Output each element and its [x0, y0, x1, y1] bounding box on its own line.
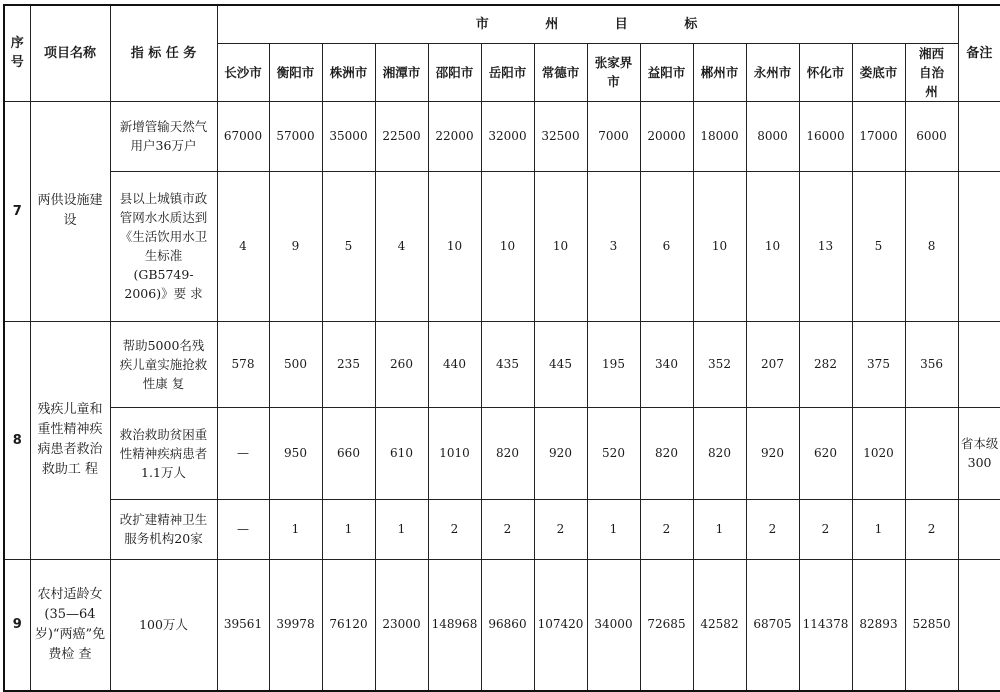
value-cell: 1010: [428, 407, 481, 499]
value-cell: 35000: [322, 101, 375, 171]
value-cell: 8000: [746, 101, 799, 171]
header-city: 娄底市: [852, 43, 905, 101]
table-row: [4, 101, 1000, 171]
target-table: [3, 4, 1000, 692]
table-row: [4, 407, 1000, 499]
header-city: 邵阳市: [428, 43, 481, 101]
value-cell: 2: [534, 499, 587, 559]
value-cell: 16000: [799, 101, 852, 171]
value-cell: 52850: [905, 559, 958, 691]
value-cell: 4: [217, 171, 269, 321]
value-cell: 445: [534, 321, 587, 407]
value-cell: 17000: [852, 101, 905, 171]
value-cell: 352: [693, 321, 746, 407]
header-city: 张家界市: [587, 43, 640, 101]
value-cell: 2: [905, 499, 958, 559]
value-cell: 10: [481, 171, 534, 321]
header-row-1: [4, 5, 1000, 43]
header-city-group: 市 州 目 标: [217, 5, 958, 43]
header-task: 指 标 任 务: [110, 5, 217, 101]
value-cell: 9: [269, 171, 322, 321]
value-cell: 1: [693, 499, 746, 559]
header-city: 衡阳市: [269, 43, 322, 101]
value-cell: [905, 407, 958, 499]
project-cell: 农村适龄女(35—64岁)“两癌”免费检 查: [30, 559, 110, 691]
value-cell: 1: [375, 499, 428, 559]
value-cell: 820: [640, 407, 693, 499]
value-cell: 820: [481, 407, 534, 499]
value-cell: 435: [481, 321, 534, 407]
value-cell: 1: [269, 499, 322, 559]
value-cell: 23000: [375, 559, 428, 691]
value-cell: 22000: [428, 101, 481, 171]
value-cell: 1: [322, 499, 375, 559]
task-cell: 100万人: [110, 559, 217, 691]
remark-cell: [958, 171, 1000, 321]
value-cell: 660: [322, 407, 375, 499]
task-cell: 帮助5000名残疾儿童实施抢救性康 复: [110, 321, 217, 407]
remark-cell: [958, 559, 1000, 691]
header-city: 长沙市: [217, 43, 269, 101]
remark-cell: 省本级300: [958, 407, 1000, 499]
header-city: 湘西自治州: [905, 43, 958, 101]
task-cell: 救治救助贫困重性精神疾病患者1.1万人: [110, 407, 217, 499]
value-cell: 820: [693, 407, 746, 499]
value-cell: 520: [587, 407, 640, 499]
value-cell: 195: [587, 321, 640, 407]
value-cell: 500: [269, 321, 322, 407]
header-seq: 序号: [4, 5, 30, 101]
value-cell: 8: [905, 171, 958, 321]
value-cell: 114378: [799, 559, 852, 691]
value-cell: 3: [587, 171, 640, 321]
header-city: 岳阳市: [481, 43, 534, 101]
value-cell: 6: [640, 171, 693, 321]
value-cell: 67000: [217, 101, 269, 171]
header-city: 益阳市: [640, 43, 693, 101]
value-cell: 260: [375, 321, 428, 407]
value-cell: 578: [217, 321, 269, 407]
value-cell: 440: [428, 321, 481, 407]
value-cell: 920: [534, 407, 587, 499]
task-cell: 新增管输天然气用户36万户: [110, 101, 217, 171]
value-cell: 39561: [217, 559, 269, 691]
value-cell: 82893: [852, 559, 905, 691]
value-cell: 5: [322, 171, 375, 321]
value-cell: 32500: [534, 101, 587, 171]
remark-cell: [958, 499, 1000, 559]
value-cell: 34000: [587, 559, 640, 691]
value-cell: 57000: [269, 101, 322, 171]
task-cell: 县以上城镇市政管网水水质达到《生活饮用水卫生标准(GB5749-2006)》要 求: [110, 171, 217, 321]
value-cell: —: [217, 407, 269, 499]
value-cell: 1020: [852, 407, 905, 499]
seq-cell: 8: [4, 321, 30, 559]
value-cell: 950: [269, 407, 322, 499]
seq-cell: 9: [4, 559, 30, 691]
value-cell: 39978: [269, 559, 322, 691]
header-city: 郴州市: [693, 43, 746, 101]
header-remark: 备注: [958, 5, 1000, 101]
value-cell: 96860: [481, 559, 534, 691]
value-cell: 340: [640, 321, 693, 407]
value-cell: 920: [746, 407, 799, 499]
value-cell: 42582: [693, 559, 746, 691]
value-cell: 2: [640, 499, 693, 559]
value-cell: 282: [799, 321, 852, 407]
header-city: 怀化市: [799, 43, 852, 101]
value-cell: 5: [852, 171, 905, 321]
value-cell: 2: [746, 499, 799, 559]
value-cell: 207: [746, 321, 799, 407]
table-row: [4, 499, 1000, 559]
value-cell: 107420: [534, 559, 587, 691]
value-cell: 610: [375, 407, 428, 499]
seq-cell: 7: [4, 101, 30, 321]
value-cell: 2: [799, 499, 852, 559]
value-cell: 32000: [481, 101, 534, 171]
value-cell: 2: [428, 499, 481, 559]
value-cell: 356: [905, 321, 958, 407]
value-cell: 235: [322, 321, 375, 407]
value-cell: 375: [852, 321, 905, 407]
header-city: 湘潭市: [375, 43, 428, 101]
value-cell: —: [217, 499, 269, 559]
table-row: [4, 559, 1000, 691]
value-cell: 6000: [905, 101, 958, 171]
header-project: 项目名称: [30, 5, 110, 101]
value-cell: 620: [799, 407, 852, 499]
value-cell: 10: [746, 171, 799, 321]
value-cell: 4: [375, 171, 428, 321]
remark-cell: [958, 321, 1000, 407]
value-cell: 18000: [693, 101, 746, 171]
project-cell: 两供设施建设: [30, 101, 110, 321]
task-cell: 改扩建精神卫生服务机构20家: [110, 499, 217, 559]
value-cell: 7000: [587, 101, 640, 171]
header-city: 常德市: [534, 43, 587, 101]
value-cell: 10: [428, 171, 481, 321]
header-city: 株洲市: [322, 43, 375, 101]
project-cell: 残疾儿童和重性精神疾病患者救治救助工 程: [30, 321, 110, 559]
value-cell: 10: [534, 171, 587, 321]
remark-cell: [958, 101, 1000, 171]
value-cell: 2: [481, 499, 534, 559]
value-cell: 72685: [640, 559, 693, 691]
value-cell: 1: [852, 499, 905, 559]
value-cell: 148968: [428, 559, 481, 691]
value-cell: 1: [587, 499, 640, 559]
value-cell: 10: [693, 171, 746, 321]
value-cell: 68705: [746, 559, 799, 691]
table-row: [4, 321, 1000, 407]
table-row: [4, 171, 1000, 321]
value-cell: 13: [799, 171, 852, 321]
value-cell: 76120: [322, 559, 375, 691]
header-city: 永州市: [746, 43, 799, 101]
value-cell: 20000: [640, 101, 693, 171]
value-cell: 22500: [375, 101, 428, 171]
